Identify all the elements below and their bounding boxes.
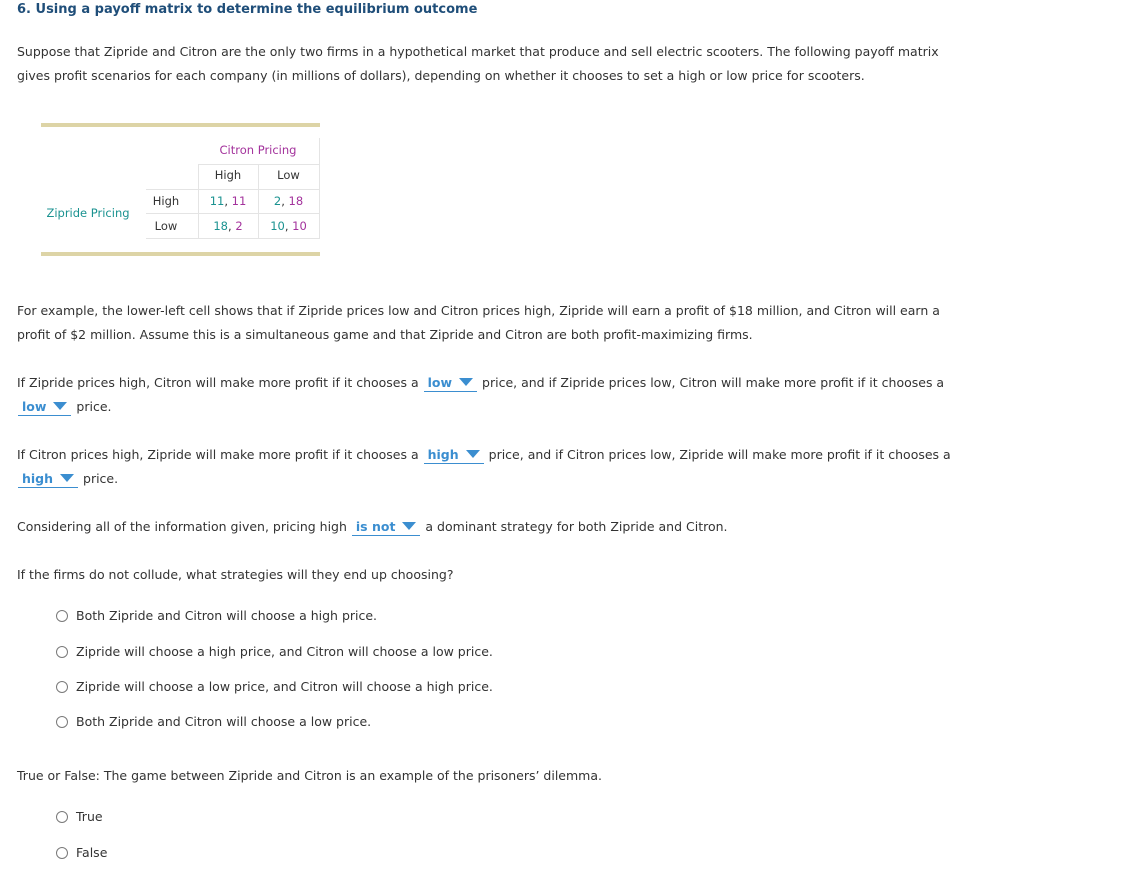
intro-line-2: gives profit scenarios for each company (in millions of dollars), depending on whether it chooses to set a high or low price for scooters.	[17, 68, 865, 83]
payoff-cell-low-low: 10, 10	[270, 219, 307, 233]
q1-dropdown-1[interactable]: low	[424, 375, 477, 392]
q5-option-false[interactable]: False	[56, 845, 107, 860]
q4-question: If the firms do not collude, what strategies will they end up choosing?	[17, 567, 454, 582]
payoff-cell-low-high: 18, 2	[213, 219, 243, 233]
payoff-cell-high-low: 2, 18	[273, 194, 304, 208]
q1-dropdown-2[interactable]: low	[18, 399, 71, 416]
example-line-1: For example, the lower-left cell shows that if Zipride prices low and Citron prices high, Zipride will earn a profit of $18 million, and Citron will earn a	[17, 303, 940, 318]
row-label-low: Low	[154, 219, 178, 233]
q4-option-2[interactable]: Zipride will choose a high price, and Citron will choose a low price.	[56, 644, 493, 659]
q2-line-2: high price.	[17, 467, 118, 491]
row-player-label: Zipride Pricing	[46, 206, 130, 220]
chevron-down-icon	[53, 402, 67, 410]
row-label-high: High	[152, 194, 180, 208]
q5-question: True or False: The game between Zipride and Citron is an example of the prisoners’ dilemma.	[17, 768, 602, 783]
radio-button[interactable]	[56, 847, 68, 859]
chevron-down-icon	[60, 474, 74, 482]
q5-option-true[interactable]: True	[56, 809, 103, 824]
radio-button[interactable]	[56, 716, 68, 728]
q2-dropdown-1[interactable]: high	[424, 447, 484, 464]
radio-button[interactable]	[56, 681, 68, 693]
q4-option-1[interactable]: Both Zipride and Citron will choose a high price.	[56, 608, 377, 623]
radio-button[interactable]	[56, 610, 68, 622]
q4-option-4[interactable]: Both Zipride and Citron will choose a low price.	[56, 714, 371, 729]
col-player-label: Citron Pricing	[219, 143, 297, 157]
q4-option-3[interactable]: Zipride will choose a low price, and Citron will choose a high price.	[56, 679, 493, 694]
matrix-bottom-rule	[41, 252, 320, 256]
q3-line: Considering all of the information given, pricing high is not a dominant strategy for both Zipride and Citron.	[17, 519, 728, 534]
chevron-down-icon	[466, 450, 480, 458]
col-label-high: High	[214, 168, 242, 182]
q3-dropdown[interactable]: is not	[352, 519, 421, 536]
page-title: 6. Using a payoff matrix to determine the equilibrium outcome	[17, 2, 478, 17]
example-line-2: profit of $2 million. Assume this is a simultaneous game and that Zipride and Citron are both profit-maximizing firms.	[17, 327, 753, 342]
matrix-top-rule	[41, 123, 320, 127]
radio-button[interactable]	[56, 811, 68, 823]
q1-line-1: If Zipride prices high, Citron will make more profit if it chooses a low price, and if Zipride prices low, Citron will make more profit if it chooses a	[17, 375, 945, 390]
q2-line-1: If Citron prices high, Zipride will make more profit if it chooses a high price, and if Citron prices low, Zipride will make more profit if it chooses a	[17, 447, 951, 462]
intro-line-1: Suppose that Zipride and Citron are the only two firms in a hypothetical market that produce and sell electric scooters. The following payoff matrix	[17, 44, 939, 59]
radio-button[interactable]	[56, 646, 68, 658]
q2-dropdown-2[interactable]: high	[18, 471, 78, 488]
chevron-down-icon	[459, 378, 473, 386]
payoff-cell-high-high: 11, 11	[209, 194, 247, 208]
q1-line-2: low price.	[17, 395, 112, 419]
chevron-down-icon	[402, 522, 416, 530]
col-label-low: Low	[277, 168, 300, 182]
